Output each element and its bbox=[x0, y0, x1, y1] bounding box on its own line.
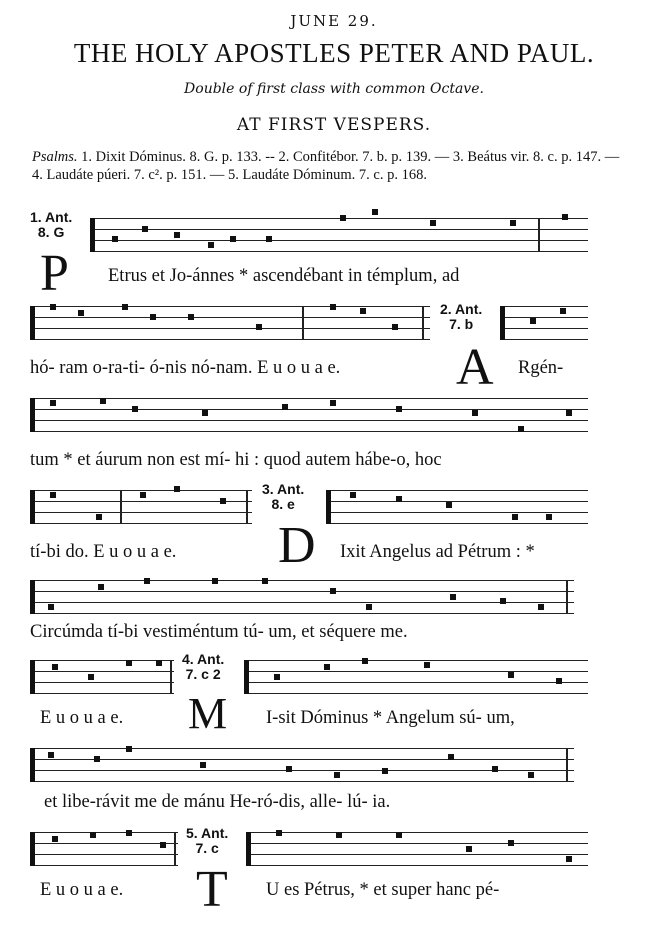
feast-rank: Double of first class with common Octave. bbox=[184, 81, 484, 97]
initial-a: A bbox=[456, 339, 494, 396]
antiphon-3-label bbox=[262, 482, 304, 512]
lyrics-line-8-cont: U es Pétrus, * et super hanc pé- bbox=[266, 880, 500, 900]
antiphon-5-mode: 7. c bbox=[195, 840, 219, 856]
lyrics-line-2: hó- ram o-ra-ti- ó-nis nó-nam. E u o u a e. bbox=[30, 358, 341, 378]
chant-staff-7 bbox=[30, 742, 574, 784]
chant-staff-5 bbox=[30, 574, 574, 616]
lyrics-line-6-cont: I-sit Dóminus * Angelum sú- um, bbox=[266, 708, 515, 728]
lyrics-line-3: tum * et áurum non est mí- hi : quod autem hábe-o, hoc bbox=[30, 450, 442, 470]
antiphon-1-number: 1. Ant. bbox=[30, 209, 73, 225]
lyrics-line-4-cont: Ixit Angelus ad Pétrum : * bbox=[340, 542, 535, 562]
antiphon-3-mode: 8. e bbox=[271, 496, 295, 512]
psalms-text: 1. Dixit Dóminus. 8. G. p. 133. -- 2. Confitébor. 7. b. p. 139. — 3. Beátus vir. 8. c. p. 147. — 4. Laudáte púeri. 7. c². p. 151. — 5. Laudáte Dóminum. 7. c. p. 168. bbox=[32, 149, 620, 183]
chant-staff-1 bbox=[90, 212, 588, 254]
chant-staff-8 bbox=[30, 826, 178, 868]
chant-staff-4b bbox=[326, 484, 588, 526]
lyrics-line-6: E u o u a e. bbox=[40, 708, 124, 728]
antiphon-5-number: 5. Ant. bbox=[186, 825, 229, 841]
section-heading: AT FIRST VESPERS. bbox=[236, 115, 432, 135]
initial-m: M bbox=[188, 689, 228, 738]
antiphon-2-label bbox=[440, 302, 482, 332]
page-date: JUNE 29. bbox=[290, 12, 378, 30]
antiphon-4-label bbox=[182, 652, 224, 682]
lyrics-line-4: tí-bi do. E u o u a e. bbox=[30, 542, 177, 562]
initial-t: T bbox=[196, 861, 228, 918]
page-title: THE HOLY APOSTLES PETER AND PAUL. bbox=[73, 38, 595, 68]
chant-staff-6b bbox=[244, 654, 588, 696]
antiphon-1-mode: 8. G bbox=[37, 224, 65, 240]
psalms-list bbox=[32, 148, 632, 184]
antiphon-4-number: 4. Ant. bbox=[182, 651, 225, 667]
chant-staff-3 bbox=[30, 392, 588, 434]
antiphon-3-number: 3. Ant. bbox=[262, 481, 305, 497]
lyrics-line-8: E u o u a e. bbox=[40, 880, 124, 900]
chant-staff-8b bbox=[246, 826, 588, 868]
lyrics-line-7: et libe-rávit me de mánu He-ró-dis, alle- lú- ia. bbox=[44, 792, 391, 812]
antiphon-1-label bbox=[30, 210, 72, 240]
antiphon-2-number: 2. Ant. bbox=[440, 301, 483, 317]
antiphon-2-mode: 7. b bbox=[449, 316, 474, 332]
chant-staff-6 bbox=[30, 654, 174, 696]
antiphon-5-label bbox=[186, 826, 228, 856]
lyrics-line-5: Circúmda tí-bi vestiméntum tú- um, et séquere me. bbox=[30, 622, 408, 642]
lyrics-line-1: Etrus et Jo-ánnes * ascendébant in témplum, ad bbox=[108, 266, 460, 286]
chant-staff-2b bbox=[500, 300, 588, 342]
chant-staff-4 bbox=[30, 484, 252, 526]
initial-d: D bbox=[278, 517, 316, 574]
initial-p: P bbox=[40, 245, 69, 302]
antiphon-4-mode: 7. c 2 bbox=[185, 666, 221, 682]
lyrics-line-2-cont: Rgén- bbox=[518, 358, 564, 378]
psalms-label: Psalms. bbox=[32, 149, 78, 165]
chant-staff-2 bbox=[30, 300, 430, 342]
